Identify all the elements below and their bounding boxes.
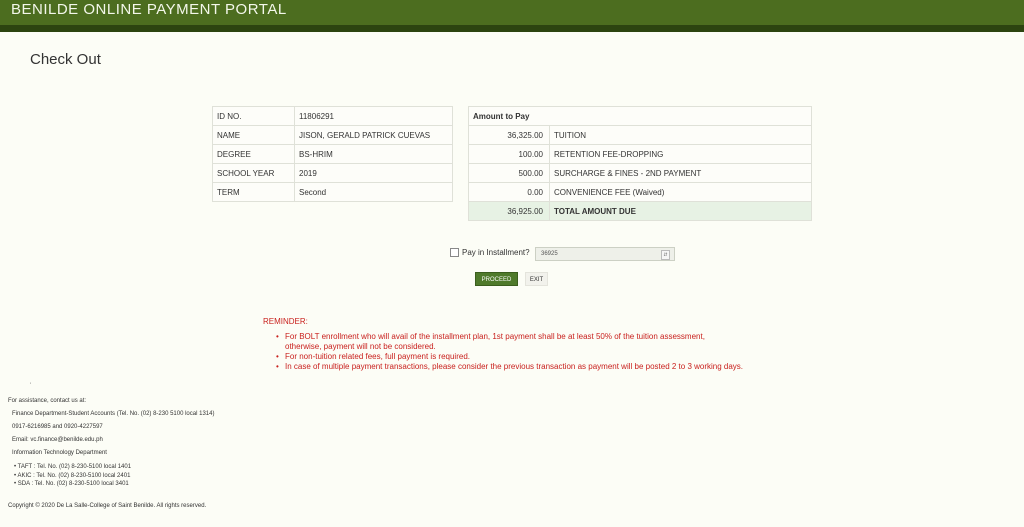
- student-name-label: NAME: [213, 126, 295, 145]
- it-contact-line: AKIC : Tel. No. (02) 8-230-5100 local 2401: [17, 472, 131, 479]
- table-row: [213, 107, 453, 126]
- amount-to-pay-header: Amount to Pay: [469, 107, 812, 126]
- list-item: [14, 480, 131, 489]
- bullet-icon: •: [14, 481, 17, 487]
- fee-amount: 36,325.00: [469, 126, 550, 145]
- table-row: [469, 126, 812, 145]
- reminder-title: REMINDER:: [263, 317, 308, 326]
- bullet-icon: •: [276, 362, 279, 371]
- reminder-text: In case of multiple payment transactions, please consider the previous transaction as payment will be posted 2 to 3 working days.: [285, 362, 744, 371]
- total-amount: 36,925.00: [469, 202, 550, 221]
- table-row: [213, 183, 453, 202]
- bullet-icon: •: [276, 332, 279, 341]
- student-id-value: 11806291: [295, 107, 453, 126]
- email-contact: Email: vc.finance@benilde.edu.ph: [12, 437, 103, 443]
- it-department-label: Information Technology Department: [12, 450, 107, 456]
- list-item: [276, 352, 796, 362]
- reminder-text: For BOLT enrollment who will avail of the installment plan, 1st payment shall be at least 50% of the tuition assessment,: [285, 332, 705, 341]
- fee-description: TUITION: [550, 126, 812, 145]
- it-contact-line: TAFT : Tel. No. (02) 8-230-5100 local 1401: [17, 464, 132, 470]
- copyright: Copyright © 2020 De La Salle-College of Saint Benilde. All rights reserved.: [8, 503, 207, 509]
- table-row: [213, 145, 453, 164]
- fee-description: SURCHARGE & FINES - 2ND PAYMENT: [550, 164, 812, 183]
- term-label: TERM: [213, 183, 295, 202]
- reminder-section: [263, 317, 744, 371]
- it-contact-line: SDA : Tel. No. (02) 8-230-5100 local 3401: [17, 481, 129, 487]
- student-info-table: [212, 106, 453, 202]
- fee-amount: 100.00: [469, 145, 550, 164]
- it-contact-list: [14, 463, 131, 489]
- list-item: [276, 362, 796, 372]
- table-row: [213, 126, 453, 145]
- proceed-button[interactable]: PROCEED: [475, 272, 518, 286]
- school-year-value: 2019: [295, 164, 453, 183]
- mobile-contact: 0917-6216985 and 0920-4227597: [12, 424, 103, 430]
- reminder-text: otherwise, payment will not be considered.: [285, 342, 436, 351]
- exit-button[interactable]: EXIT: [525, 272, 548, 286]
- fee-amount: 0.00: [469, 183, 550, 202]
- page-title: Check Out: [30, 51, 101, 68]
- table-row: [213, 164, 453, 183]
- list-item: [14, 463, 131, 472]
- finance-contact: Finance Department-Student Accounts (Tel. No. (02) 8-230 5100 local 1314): [12, 411, 215, 417]
- footer-mark: ': [30, 383, 32, 389]
- degree-value: BS-HRIM: [295, 145, 453, 164]
- reminder-text: For non-tuition related fees, full payment is required.: [285, 352, 470, 361]
- reminder-list: [276, 332, 796, 372]
- payment-amount-value: 36925: [541, 251, 558, 257]
- fee-description: RETENTION FEE-DROPPING: [550, 145, 812, 164]
- installment-checkbox[interactable]: [450, 248, 459, 257]
- spinner-icon[interactable]: ⇵: [661, 250, 670, 260]
- list-item: [14, 472, 131, 481]
- fee-amount: 500.00: [469, 164, 550, 183]
- portal-title: BENILDE ONLINE PAYMENT PORTAL: [11, 1, 287, 18]
- student-id-label: ID NO.: [213, 107, 295, 126]
- installment-option: [450, 248, 530, 257]
- amount-to-pay-table: [468, 106, 812, 221]
- bullet-icon: •: [276, 352, 279, 361]
- total-row: [469, 202, 812, 221]
- total-label: TOTAL AMOUNT DUE: [550, 202, 812, 221]
- fee-description: CONVENIENCE FEE (Waived): [550, 183, 812, 202]
- bullet-icon: •: [14, 472, 17, 479]
- school-year-label: SCHOOL YEAR: [213, 164, 295, 183]
- payment-amount-input[interactable]: [535, 247, 675, 261]
- bullet-icon: •: [14, 464, 17, 470]
- student-name-value: JISON, GERALD PATRICK CUEVAS: [295, 126, 453, 145]
- table-row: [469, 183, 812, 202]
- table-row: [469, 164, 812, 183]
- list-item: [276, 342, 796, 352]
- table-row: [469, 145, 812, 164]
- portal-header: [0, 0, 1024, 32]
- degree-label: DEGREE: [213, 145, 295, 164]
- assistance-text: For assistance, contact us at:: [8, 398, 87, 404]
- table-header-row: [469, 107, 812, 126]
- term-value: Second: [295, 183, 453, 202]
- list-item: [276, 332, 796, 342]
- installment-label: Pay in Installment?: [462, 248, 530, 257]
